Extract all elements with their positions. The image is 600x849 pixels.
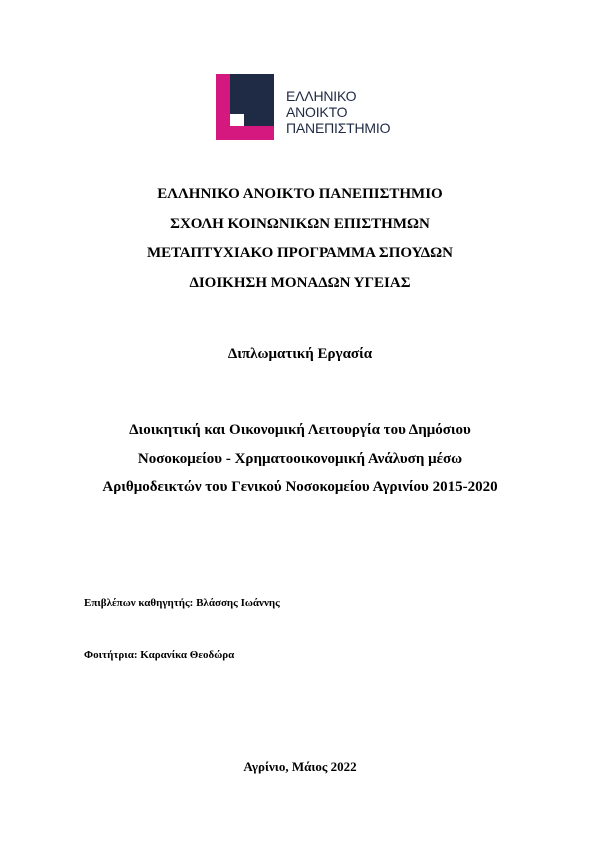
student-line: Φοιτήτρια: Καρανίκα Θεοδώρα: [84, 649, 235, 661]
university-logo-mark: [216, 70, 280, 146]
university-name: ΕΛΛΗΝΙΚΟ ΑΝΟΙΚΤΟ ΠΑΝΕΠΙΣΤΗΜΙΟ: [157, 186, 443, 202]
logo-line-3: ΠΑΝΕΠΙΣΤΗΜΙΟ: [286, 120, 391, 136]
logo-line-2: ΑΝΟΙΚΤΟ: [286, 104, 348, 120]
program-name: ΜΕΤΑΠΤΥΧΙΑΚΟ ΠΡΟΓΡΑΜΜΑ ΣΠΟΥΔΩΝ: [147, 245, 453, 261]
institution-block: [0, 180, 600, 298]
university-logo: [216, 70, 416, 146]
school-name: ΣΧΟΛΗ ΚΟΙΝΩΝΙΚΩΝ ΕΠΙΣΤΗΜΩΝ: [170, 215, 430, 232]
thesis-title: [0, 416, 600, 502]
thesis-title-line-2: Νοσοκομείου - Χρηματοοικονομική Ανάλυση μέσω: [137, 450, 463, 467]
supervisor-line: Επιβλέπων καθηγητής: Βλάσσης Ιωάννης: [84, 597, 280, 609]
university-logo-wordmark: [286, 88, 390, 136]
logo-line-1: ΕΛΛΗΝΙΚΟ: [286, 88, 357, 104]
place-date: Αγρίνιο, Μάιος 2022: [243, 759, 357, 774]
specialization-name: ΔΙΟΙΚΗΣΗ ΜΟΝΑΔΩΝ ΥΓΕΙΑΣ: [189, 274, 411, 291]
thesis-title-line-3: Αριθμοδεικτών του Γενικού Νοσοκομείου Αγρινίου 2015-2020: [102, 479, 498, 495]
thesis-type: Διπλωματική Εργασία: [227, 346, 373, 362]
thesis-title-line-1: Διοικητική και Οικονομική Λειτουργία του Δημόσιου: [129, 422, 471, 438]
